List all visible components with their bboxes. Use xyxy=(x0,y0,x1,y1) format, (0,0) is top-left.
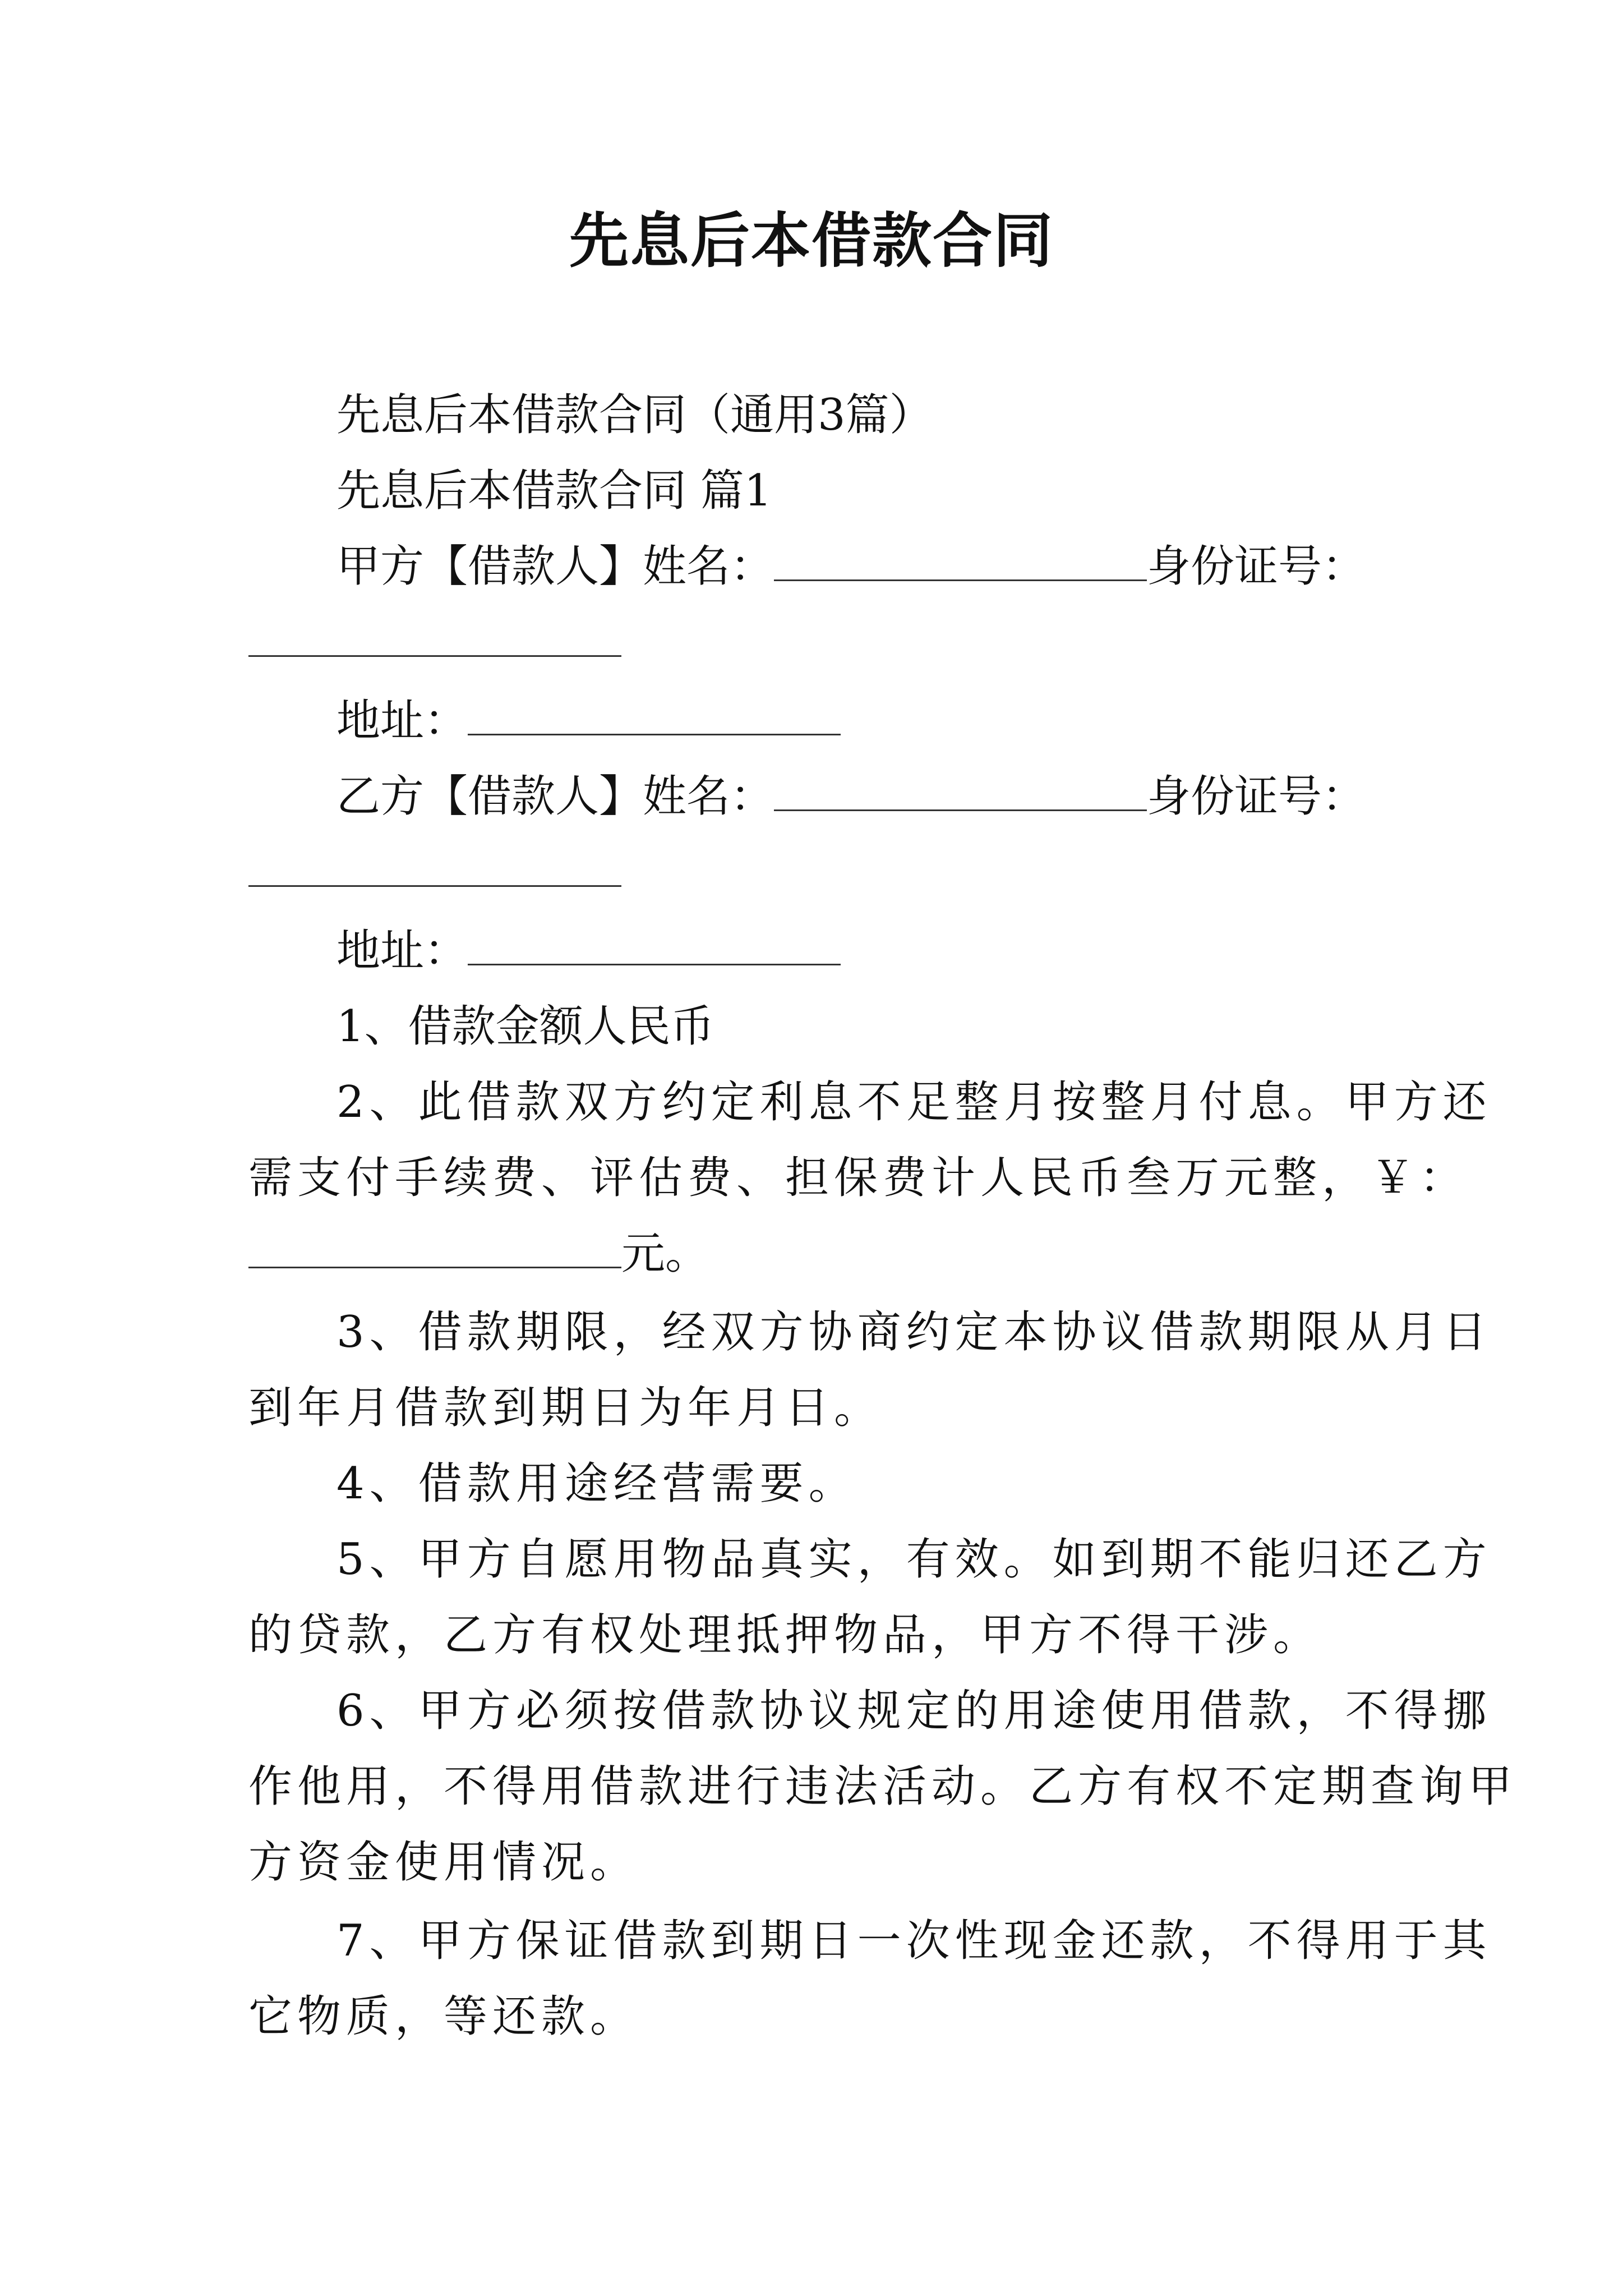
clause-3-line-1: 3、借款期限，经双方协商约定本协议借款期限从月日 xyxy=(336,1307,1492,1358)
clause-5-line-2: 的贷款，乙方有权处理抵押物品，甲方不得干涉。 xyxy=(248,1610,1322,1660)
clause-2-line-3 xyxy=(0,1223,1623,1285)
party-a-id-line xyxy=(0,611,1623,673)
party-b-id-line xyxy=(0,841,1623,903)
clause-2-line-1: 2、此借款双方约定利息不足整月按整月付息。甲方还 xyxy=(336,1077,1492,1128)
clause-6-line-3: 方资金使用情况。 xyxy=(248,1837,639,1888)
clause-6-line-1: 6、甲方必须按借款协议规定的用途使用借款，不得挪 xyxy=(336,1686,1492,1736)
party-a-id-label: 身份证号： xyxy=(1147,541,1366,592)
clause-7-line-2: 它物质，等还款。 xyxy=(248,1991,639,2042)
clause-2-line-2: 需支付手续费、评估费、担保费计人民币叁万元整，￥： xyxy=(248,1153,1469,1203)
clause-3-line-2: 到年月借款到期日为年月日。 xyxy=(248,1383,883,1433)
party-b-label: 乙方【借款人】姓名： xyxy=(336,771,774,822)
party-a-id-blank xyxy=(248,619,621,657)
party-b-address-label: 地址： xyxy=(336,926,468,976)
clause-5-line-1: 5、甲方自愿用物品真实，有效。如到期不能归还乙方 xyxy=(336,1534,1492,1585)
party-b-id-blank xyxy=(248,849,621,887)
clause-2-suffix: 元。 xyxy=(621,1228,709,1279)
party-b-address-blank xyxy=(468,928,841,965)
party-b-name-line xyxy=(0,766,1623,827)
party-a-address-line xyxy=(0,690,1623,752)
document-title: 先息后本借款合同 xyxy=(569,206,1054,275)
party-a-address-label: 地址： xyxy=(336,696,468,746)
party-b-name-blank xyxy=(774,774,1147,811)
party-a-label: 甲方【借款人】姓名： xyxy=(336,541,774,592)
fee-amount-blank xyxy=(248,1231,621,1268)
party-a-name-line xyxy=(0,536,1623,597)
party-a-address-blank xyxy=(468,698,841,735)
subtitle: 先息后本借款合同（通用3篇） xyxy=(336,390,933,440)
chapter-heading: 先息后本借款合同 篇1 xyxy=(336,466,772,516)
party-b-id-label: 身份证号： xyxy=(1147,771,1366,822)
clause-6-line-2: 作他用，不得用借款进行违法活动。乙方有权不定期查询甲 xyxy=(248,1761,1518,1812)
clause-4: 4、借款用途经营需要。 xyxy=(336,1458,857,1509)
clause-1: 1、借款金额人民币 xyxy=(336,1001,714,1052)
party-a-name-blank xyxy=(774,544,1147,581)
party-b-address-line xyxy=(0,920,1623,982)
clause-7-line-1: 7、甲方保证借款到期日一次性现金还款，不得用于其 xyxy=(336,1916,1492,1966)
